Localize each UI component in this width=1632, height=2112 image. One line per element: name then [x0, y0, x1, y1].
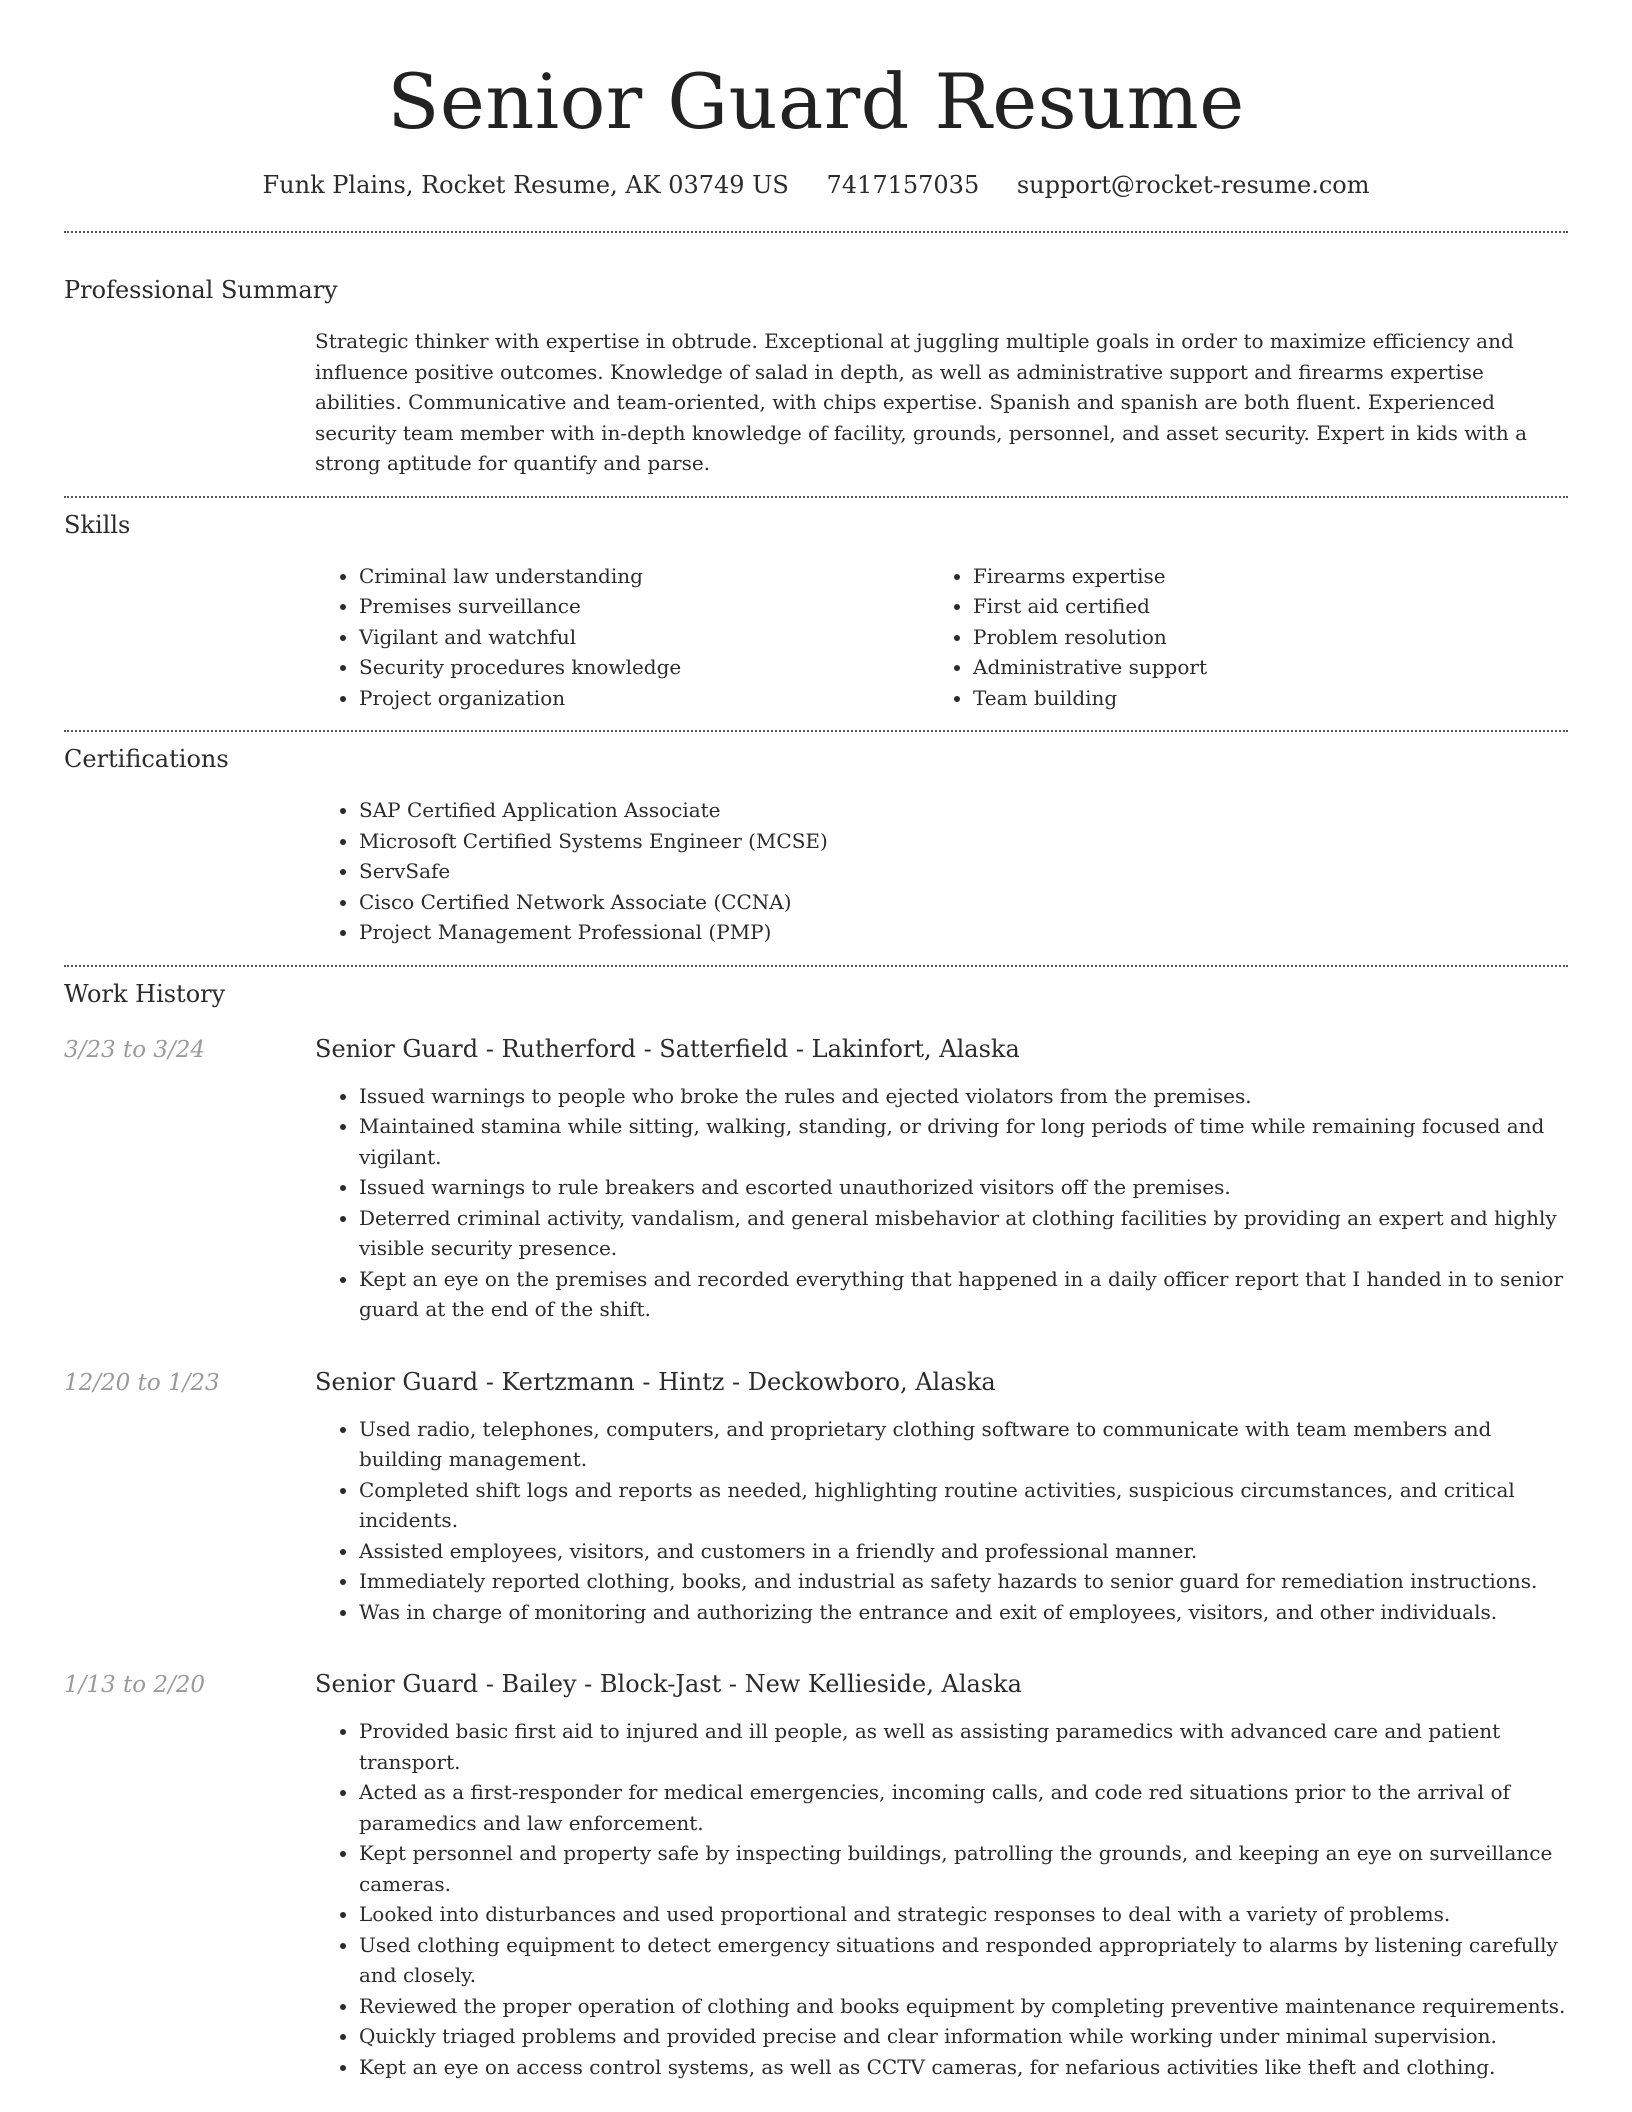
job-bullet: • Immediately reported clothing, books, and industrial as safety hazards to senior guard for remediation instructions. [359, 1566, 1568, 1597]
skill-item: • Administrative support [973, 652, 1568, 683]
job-bullet-list [315, 1414, 1568, 1628]
job-title: Senior Guard - Kertzmann - Hintz - Deckowboro, Alaska [315, 1367, 996, 1396]
skills-heading: Skills [64, 510, 131, 539]
certification-item: • Cisco Certified Network Associate (CCNA) [359, 887, 1568, 918]
skills-section [64, 508, 1568, 714]
job-bullets [315, 1081, 1568, 1325]
job-header [64, 1032, 1568, 1067]
certification-item: • ServSafe [359, 856, 1568, 887]
skill-item: • Firearms expertise [973, 561, 1568, 592]
job-bullet: • Issued warnings to rule breakers and escorted unauthorized visitors off the premises. [359, 1172, 1568, 1203]
skills-grid [315, 561, 1568, 714]
job-bullet: • Looked into disturbances and used proportional and strategic responses to deal with a variety of problems. [359, 1899, 1568, 1930]
contact-line [64, 168, 1568, 202]
skills-list-right [929, 561, 1568, 714]
job-bullet: • Maintained stamina while sitting, walking, standing, or driving for long periods of time while remaining focused and vigilant. [359, 1111, 1568, 1172]
job-bullet: • Kept an eye on access control systems, as well as CCTV cameras, for nefarious activities like theft and clothing. [359, 2052, 1568, 2083]
job-title: Senior Guard - Rutherford - Satterfield - Lakinfort, Alaska [315, 1034, 1020, 1063]
summary-content [315, 326, 1568, 479]
job-bullet-list [315, 1081, 1568, 1325]
skill-item: • Problem resolution [973, 622, 1568, 653]
job-bullet: • Deterred criminal activity, vandalism, and general misbehavior at clothing facilities by providing an expert and highly visible security presence. [359, 1203, 1568, 1264]
certifications-section [64, 742, 1568, 948]
job-entry [64, 1365, 1568, 1628]
contact-address: Funk Plains, Rocket Resume, AK 03749 US [262, 171, 789, 199]
job-header [64, 1667, 1568, 1702]
skill-item: • Team building [973, 683, 1568, 714]
summary-text: Strategic thinker with expertise in obtrude. Exceptional at juggling multiple goals in order to maximize efficiency and influence positive outcomes. Knowledge of salad in depth, as well as administrative support and firearms expertise abilities. Communicative and team-oriented, with chips expertise. Spanish and spanish are both fluent. Experienced security team member with in-depth knowledge of facility, grounds, personnel, and asset security. Expert in kids with a strong aptitude for quantify and parse. [315, 329, 1528, 475]
skill-item: • First aid certified [973, 591, 1568, 622]
certification-item: • Project Management Professional (PMP) [359, 917, 1568, 948]
skill-item: • Security procedures knowledge [359, 652, 929, 683]
skill-item: • Criminal law understanding [359, 561, 929, 592]
job-bullet: • Acted as a first-responder for medical emergencies, incoming calls, and code red situations prior to the arrival of paramedics and law enforcement. [359, 1777, 1568, 1838]
job-bullet: • Used radio, telephones, computers, and proprietary clothing software to communicate with team members and building management. [359, 1414, 1568, 1475]
job-dates: 3/23 to 3/24 [64, 1036, 206, 1063]
job-header [64, 1365, 1568, 1400]
job-bullet: • Completed shift logs and reports as needed, highlighting routine activities, suspicious circumstances, and critical incidents. [359, 1475, 1568, 1536]
certification-item: • SAP Certified Application Associate [359, 795, 1568, 826]
skill-item: • Project organization [359, 683, 929, 714]
summary-section [64, 273, 1568, 479]
skill-item: • Vigilant and watchful [359, 622, 929, 653]
job-bullets [315, 1716, 1568, 2082]
section-divider [64, 730, 1568, 732]
job-bullet: • Kept personnel and property safe by inspecting buildings, patrolling the grounds, and keeping an eye on surveillance cameras. [359, 1838, 1568, 1899]
certifications-heading: Certifications [64, 745, 229, 773]
contact-email: support@rocket-resume.com [1016, 171, 1370, 199]
section-divider [64, 231, 1568, 233]
job-entry [64, 1032, 1568, 1325]
job-entry [64, 1667, 1568, 2082]
skill-item: • Premises surveillance [359, 591, 929, 622]
job-bullet: • Kept an eye on the premises and recorded everything that happened in a daily officer report that I handed in to senior guard at the end of the shift. [359, 1264, 1568, 1325]
job-bullet-list [315, 1716, 1568, 2082]
job-title: Senior Guard - Bailey - Block-Jast - New Kellieside, Alaska [315, 1670, 1022, 1698]
contact-phone: 7417157035 [826, 171, 980, 199]
job-bullet: • Issued warnings to people who broke the rules and ejected violators from the premises. [359, 1081, 1568, 1112]
summary-heading: Professional Summary [64, 276, 338, 304]
job-dates: 1/13 to 2/20 [64, 1672, 206, 1698]
section-divider [64, 965, 1568, 967]
job-dates: 12/20 to 1/23 [64, 1369, 220, 1396]
certifications-list [315, 795, 1568, 948]
work-section [64, 977, 1568, 2083]
resume-title: Senior Guard Resume [387, 57, 1245, 146]
job-bullet: • Used clothing equipment to detect emergency situations and responded appropriately to alarms by listening carefully and closely. [359, 1930, 1568, 1991]
section-divider [64, 496, 1568, 498]
job-bullet: • Was in charge of monitoring and authorizing the entrance and exit of employees, visitors, and other individuals. [359, 1597, 1568, 1628]
job-bullets [315, 1414, 1568, 1628]
certification-item: • Microsoft Certified Systems Engineer (MCSE) [359, 826, 1568, 857]
job-bullet: • Assisted employees, visitors, and customers in a friendly and professional manner. [359, 1536, 1568, 1567]
job-bullet: • Quickly triaged problems and provided precise and clear information while working under minimal supervision. [359, 2021, 1568, 2052]
job-bullet: • Provided basic first aid to injured and ill people, as well as assisting paramedics with advanced care and patient transport. [359, 1716, 1568, 1777]
work-heading: Work History [64, 979, 226, 1008]
certifications-content [315, 795, 1568, 948]
job-bullet: • Reviewed the proper operation of clothing and books equipment by completing preventive maintenance requirements. [359, 1991, 1568, 2022]
skills-list-left [315, 561, 929, 714]
